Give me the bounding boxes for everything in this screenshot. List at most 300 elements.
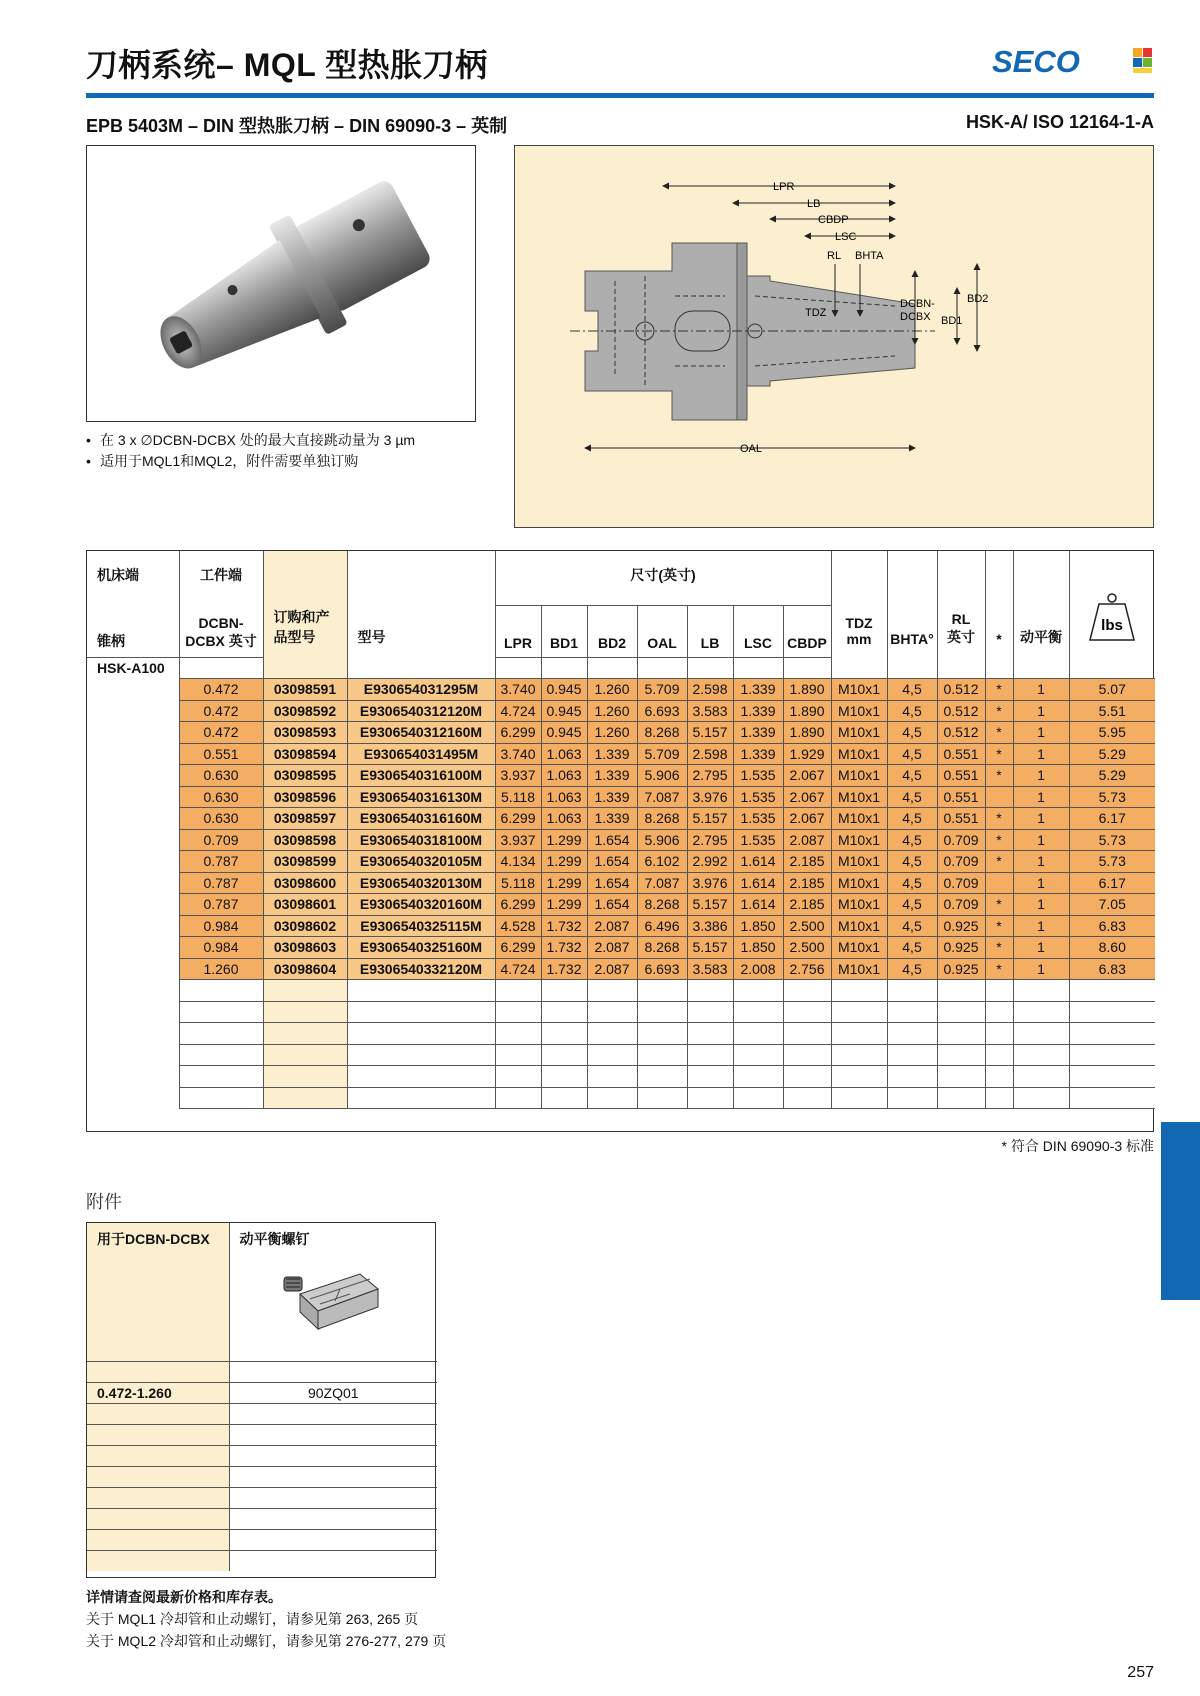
cell-tdz: M10x1 [831,829,887,851]
cell-lpr: 4.724 [495,958,541,980]
cell-rl: 0.512 [937,722,985,744]
cell-weight: 5.73 [1069,786,1155,808]
cell-lpr: 3.937 [495,765,541,787]
cell-bd2: 2.087 [587,958,637,980]
bullet-runout: • 在 3 x ∅DCBN-DCBX 处的最大直接跳动量为 3 µm [86,430,415,451]
cell-dcbn-dcbx: 0.472 [179,679,263,701]
cell-bd1: 0.945 [541,679,587,701]
cell-order-number: 03098603 [263,937,347,959]
cell-cbdp: 2.756 [783,958,831,980]
cell-lpr: 4.528 [495,915,541,937]
cell-lsc: 1.535 [733,765,783,787]
cell-bd1: 1.299 [541,851,587,873]
cell-balance: 1 [1013,765,1069,787]
cell-lsc: 1.339 [733,722,783,744]
cell-lb: 2.598 [687,743,733,765]
cell-order-number: 03098595 [263,765,347,787]
cell-bd1: 1.299 [541,894,587,916]
cell-model: E9306540312120M [347,700,495,722]
cell-bhta: 4,5 [887,722,937,744]
header-taper: 锥柄 [87,605,179,657]
cell-cbdp: 2.500 [783,937,831,959]
cell-balance: 1 [1013,894,1069,916]
cell-bd2: 1.339 [587,765,637,787]
weight-icon [1087,592,1137,644]
cell-balance: 1 [1013,958,1069,980]
cell-lpr: 6.299 [495,722,541,744]
cell-cbdp: 2.185 [783,872,831,894]
cell-order-number: 03098599 [263,851,347,873]
cell-tdz: M10x1 [831,743,887,765]
cell-lpr: 5.118 [495,872,541,894]
cell-dcbn-dcbx: 0.472 [179,700,263,722]
cell-lb: 2.795 [687,829,733,851]
cell-lb: 5.157 [687,808,733,830]
cell-bhta: 4,5 [887,765,937,787]
cell-lsc: 2.008 [733,958,783,980]
cell-lpr: 3.740 [495,743,541,765]
cell-bd1: 1.299 [541,872,587,894]
cell-tdz: M10x1 [831,958,887,980]
table-row [87,915,1155,937]
cell-bd1: 1.299 [541,829,587,851]
cell-lpr: 3.740 [495,679,541,701]
cell-rl: 0.709 [937,851,985,873]
cell-lsc: 1.850 [733,937,783,959]
dim-dcbn: DCBN- [900,298,935,310]
cell-tdz: M10x1 [831,894,887,916]
header-bhta: BHTA° [887,551,937,657]
cell-lpr: 5.118 [495,786,541,808]
cell-model: E9306540320105M [347,851,495,873]
empty-row [87,1087,1155,1109]
table-row [87,872,1155,894]
cell-cbdp: 2.067 [783,765,831,787]
header-lsc: LSC [733,605,783,657]
cell-dcbn-dcbx: 0.984 [179,915,263,937]
empty-row [87,1066,1155,1088]
cell-cbdp: 1.890 [783,700,831,722]
section-tab [1161,1122,1200,1300]
notes [86,1586,446,1652]
cell-lsc: 1.535 [733,786,783,808]
cell-bd2: 1.339 [587,786,637,808]
table-row [87,894,1155,916]
cell-bhta: 4,5 [887,743,937,765]
cell-lpr: 6.299 [495,808,541,830]
empty-row [87,1001,1155,1023]
taper-cell [87,894,179,916]
cell-bd1: 1.732 [541,915,587,937]
table-row [87,786,1155,808]
header-model: 型号 [347,551,495,657]
product-photo [86,145,476,422]
header-rl: RL 英寸 [937,551,985,657]
cell-tdz: M10x1 [831,786,887,808]
acc-part: 90ZQ01 [229,1382,437,1403]
cell-bhta: 4,5 [887,679,937,701]
acc-header-range: 用于DCBN-DCBX [87,1223,229,1361]
cell-star [985,786,1013,808]
taper-cell [87,700,179,722]
cell-balance: 1 [1013,829,1069,851]
cell-balance: 1 [1013,808,1069,830]
cell-balance: 1 [1013,915,1069,937]
dim-dcbx: DCBX [900,311,931,323]
cell-weight: 6.83 [1069,958,1155,980]
cell-oal: 7.087 [637,872,687,894]
header-tdz: TDZ mm [831,551,887,657]
cell-lsc: 1.614 [733,851,783,873]
header-dcbn-dcbx: DCBN- DCBX 英寸 [179,605,263,657]
empty-row [87,1044,1155,1066]
cell-balance: 1 [1013,786,1069,808]
cell-weight: 6.83 [1069,915,1155,937]
taper-cell [87,937,179,959]
cell-cbdp: 2.087 [783,829,831,851]
cell-cbdp: 1.890 [783,722,831,744]
cell-weight: 5.73 [1069,829,1155,851]
cell-tdz: M10x1 [831,851,887,873]
header-rule [86,93,1154,98]
cell-dcbn-dcbx: 0.787 [179,894,263,916]
cell-model: E930654031495M [347,743,495,765]
taper-cell [87,958,179,980]
cell-bhta: 4,5 [887,851,937,873]
cell-tdz: M10x1 [831,700,887,722]
cell-balance: 1 [1013,700,1069,722]
taper-value: HSK-A100 [87,657,179,679]
cell-model: E9306540316130M [347,786,495,808]
cell-oal: 5.709 [637,743,687,765]
feature-bullets [86,430,415,472]
cell-oal: 5.709 [637,679,687,701]
header-oal: OAL [637,605,687,657]
cell-lsc: 1.850 [733,915,783,937]
table-row [87,937,1155,959]
cell-order-number: 03098592 [263,700,347,722]
cell-model: E9306540325115M [347,915,495,937]
cell-bd2: 2.087 [587,937,637,959]
note-mql2: 关于 MQL2 冷却管和止动螺钉，请参见第 276-277, 279 页 [86,1633,447,1649]
header-balance: 动平衡 [1013,551,1069,657]
taper-cell [87,915,179,937]
cell-model: E9306540316160M [347,808,495,830]
cell-lb: 5.157 [687,894,733,916]
cell-cbdp: 1.890 [783,679,831,701]
table-row [87,808,1155,830]
cell-order-number: 03098596 [263,786,347,808]
cell-rl: 0.512 [937,700,985,722]
acc-row [87,1382,437,1403]
cell-bd2: 1.260 [587,722,637,744]
cell-bhta: 4,5 [887,808,937,830]
cell-bd2: 1.654 [587,829,637,851]
logo-text: SECO [992,45,1080,77]
cell-star: * [985,743,1013,765]
taper-cell [87,851,179,873]
cell-star: * [985,679,1013,701]
cell-cbdp: 2.067 [783,786,831,808]
header-order-number: 订购和产 品型号 [263,551,347,657]
cell-star: * [985,915,1013,937]
cell-balance: 1 [1013,679,1069,701]
cell-lsc: 1.614 [733,872,783,894]
cell-bhta: 4,5 [887,958,937,980]
footnote: * 符合 DIN 69090-3 标准 [1001,1138,1154,1154]
cell-model: E9306540332120M [347,958,495,980]
cell-model: E9306540316100M [347,765,495,787]
note-mql1: 关于 MQL1 冷却管和止动螺钉，请参见第 263, 265 页 [86,1611,419,1627]
header-lb: LB [687,605,733,657]
cell-bd2: 2.087 [587,915,637,937]
cell-star: * [985,808,1013,830]
table-row [87,851,1155,873]
cell-bd2: 1.654 [587,851,637,873]
dim-bd1: BD1 [941,315,963,327]
cell-dcbn-dcbx: 0.787 [179,851,263,873]
table-row [87,958,1155,980]
cell-cbdp: 2.500 [783,915,831,937]
cell-model: E9306540318100M [347,829,495,851]
bullet-mql: • 适用于MQL1和MQL2，附件需要单独订购 [86,451,415,472]
cell-order-number: 03098601 [263,894,347,916]
cell-tdz: M10x1 [831,679,887,701]
cell-lpr: 6.299 [495,894,541,916]
product-subtitle: EPB 5403M – DIN 型热胀刀柄 – DIN 69090-3 – 英制 [86,116,508,136]
cell-bd1: 1.063 [541,743,587,765]
taper-cell [87,786,179,808]
cell-star: * [985,722,1013,744]
cell-bd1: 0.945 [541,700,587,722]
cell-oal: 6.693 [637,700,687,722]
cell-oal: 6.496 [637,915,687,937]
cell-cbdp: 2.185 [783,851,831,873]
cell-tdz: M10x1 [831,808,887,830]
cell-order-number: 03098597 [263,808,347,830]
product-table [86,550,1154,1132]
table-row [87,700,1155,722]
cell-dcbn-dcbx: 1.260 [179,958,263,980]
cell-bhta: 4,5 [887,937,937,959]
header-bd1: BD1 [541,605,587,657]
cell-order-number: 03098600 [263,872,347,894]
cell-dcbn-dcbx: 0.630 [179,808,263,830]
cell-lsc: 1.339 [733,743,783,765]
cell-star: * [985,958,1013,980]
cell-oal: 8.268 [637,894,687,916]
table-row [87,743,1155,765]
cell-lb: 5.157 [687,937,733,959]
cell-lpr: 3.937 [495,829,541,851]
dim-lb: LB [807,198,821,210]
cell-bhta: 4,5 [887,786,937,808]
cell-lsc: 1.535 [733,829,783,851]
cell-rl: 0.925 [937,958,985,980]
weight-unit: lbs [1101,617,1124,634]
acc-header-screw: 动平衡螺钉 [229,1223,437,1361]
cell-oal: 6.693 [637,958,687,980]
accessories-title: 附件 [86,1192,122,1212]
cell-star: * [985,937,1013,959]
cell-lb: 3.976 [687,872,733,894]
cell-oal: 7.087 [637,786,687,808]
cell-oal: 8.268 [637,937,687,959]
dim-oal: OAL [740,443,763,455]
header-workpiece-side: 工件端 [179,551,263,605]
empty-row [87,980,1155,1002]
cell-bhta: 4,5 [887,872,937,894]
taper-cell [87,829,179,851]
cell-bd1: 1.063 [541,808,587,830]
cell-bd1: 0.945 [541,722,587,744]
cell-rl: 0.551 [937,765,985,787]
cell-bhta: 4,5 [887,700,937,722]
cell-lb: 3.583 [687,700,733,722]
cell-oal: 5.906 [637,765,687,787]
cell-oal: 6.102 [637,851,687,873]
cell-weight: 7.05 [1069,894,1155,916]
cell-dcbn-dcbx: 0.630 [179,765,263,787]
cell-order-number: 03098602 [263,915,347,937]
table-row [87,679,1155,701]
cell-lb: 5.157 [687,722,733,744]
cell-model: E9306540312160M [347,722,495,744]
cell-bd1: 1.732 [541,958,587,980]
taper-cell [87,872,179,894]
dim-bd2: BD2 [967,293,989,305]
page-number: 257 [1127,1664,1154,1681]
cell-tdz: M10x1 [831,765,887,787]
cell-rl: 0.709 [937,894,985,916]
cell-tdz: M10x1 [831,872,887,894]
cell-rl: 0.551 [937,743,985,765]
cell-lpr: 4.134 [495,851,541,873]
cell-lsc: 1.339 [733,700,783,722]
cell-model: E9306540320130M [347,872,495,894]
cell-balance: 1 [1013,937,1069,959]
cell-tdz: M10x1 [831,722,887,744]
cell-lsc: 1.339 [733,679,783,701]
taper-cell [87,722,179,744]
cell-lb: 3.583 [687,958,733,980]
taper-cell [87,743,179,765]
cell-star: * [985,765,1013,787]
cell-weight: 5.07 [1069,679,1155,701]
header-weight [1069,551,1155,657]
header-dimensions: 尺寸(英寸) [495,551,831,605]
cell-order-number: 03098598 [263,829,347,851]
table-row [87,765,1155,787]
cell-weight: 5.51 [1069,700,1155,722]
cell-rl: 0.551 [937,808,985,830]
cell-bd2: 1.260 [587,679,637,701]
cell-lb: 3.386 [687,915,733,937]
cell-model: E9306540320160M [347,894,495,916]
acc-range: 0.472-1.260 [87,1382,229,1403]
page-title: 刀柄系统– MQL 型热胀刀柄 [86,47,488,83]
dim-cbdp: CBDP [818,214,849,226]
cell-oal: 8.268 [637,808,687,830]
cell-rl: 0.709 [937,872,985,894]
cell-rl: 0.709 [937,829,985,851]
cell-oal: 5.906 [637,829,687,851]
cell-order-number: 03098591 [263,679,347,701]
cell-bd2: 1.260 [587,700,637,722]
dim-rl: RL [827,250,842,262]
cell-cbdp: 1.929 [783,743,831,765]
header-cbdp: CBDP [783,605,831,657]
cell-star [985,872,1013,894]
header-bd2: BD2 [587,605,637,657]
cell-rl: 0.551 [937,786,985,808]
note-price: 详情请查阅最新价格和库存表。 [86,1589,282,1605]
cell-bd2: 1.339 [587,808,637,830]
cell-tdz: M10x1 [831,937,887,959]
cell-dcbn-dcbx: 0.984 [179,937,263,959]
cell-weight: 5.29 [1069,765,1155,787]
technical-diagram [514,145,1154,528]
seco-logo [992,45,1154,77]
cell-lb: 2.598 [687,679,733,701]
cell-star: * [985,829,1013,851]
cell-model: E930654031295M [347,679,495,701]
cell-bd1: 1.063 [541,786,587,808]
dim-tdz: TDZ [805,307,827,319]
cell-weight: 6.17 [1069,872,1155,894]
cell-rl: 0.925 [937,937,985,959]
cell-bhta: 4,5 [887,915,937,937]
cell-balance: 1 [1013,872,1069,894]
cell-order-number: 03098593 [263,722,347,744]
cell-lb: 3.976 [687,786,733,808]
header-machine-side: 机床端 [87,551,179,605]
screw-kit-icon [280,1259,380,1339]
cell-lb: 2.992 [687,851,733,873]
cell-weight: 5.29 [1069,743,1155,765]
cell-weight: 5.73 [1069,851,1155,873]
cell-order-number: 03098604 [263,958,347,980]
taper-cell [87,765,179,787]
dim-lsc: LSC [835,231,857,243]
cell-balance: 1 [1013,851,1069,873]
cell-lpr: 6.299 [495,937,541,959]
table-row [87,722,1155,744]
cell-bd1: 1.732 [541,937,587,959]
cell-balance: 1 [1013,722,1069,744]
cell-dcbn-dcbx: 0.472 [179,722,263,744]
cell-bhta: 4,5 [887,829,937,851]
cell-oal: 8.268 [637,722,687,744]
dim-bhta: BHTA [855,250,884,262]
cell-star: * [985,700,1013,722]
cell-lb: 2.795 [687,765,733,787]
cell-cbdp: 2.067 [783,808,831,830]
taper-row [87,657,1155,679]
cell-lpr: 4.724 [495,700,541,722]
standard-label: HSK-A/ ISO 12164-1-A [965,112,1154,132]
cell-lsc: 1.614 [733,894,783,916]
cell-rl: 0.925 [937,915,985,937]
cell-tdz: M10x1 [831,915,887,937]
cell-bd2: 1.654 [587,872,637,894]
taper-cell [87,808,179,830]
accessories-table [86,1222,436,1578]
table-row [87,829,1155,851]
cell-dcbn-dcbx: 0.630 [179,786,263,808]
cell-star: * [985,851,1013,873]
cell-balance: 1 [1013,743,1069,765]
